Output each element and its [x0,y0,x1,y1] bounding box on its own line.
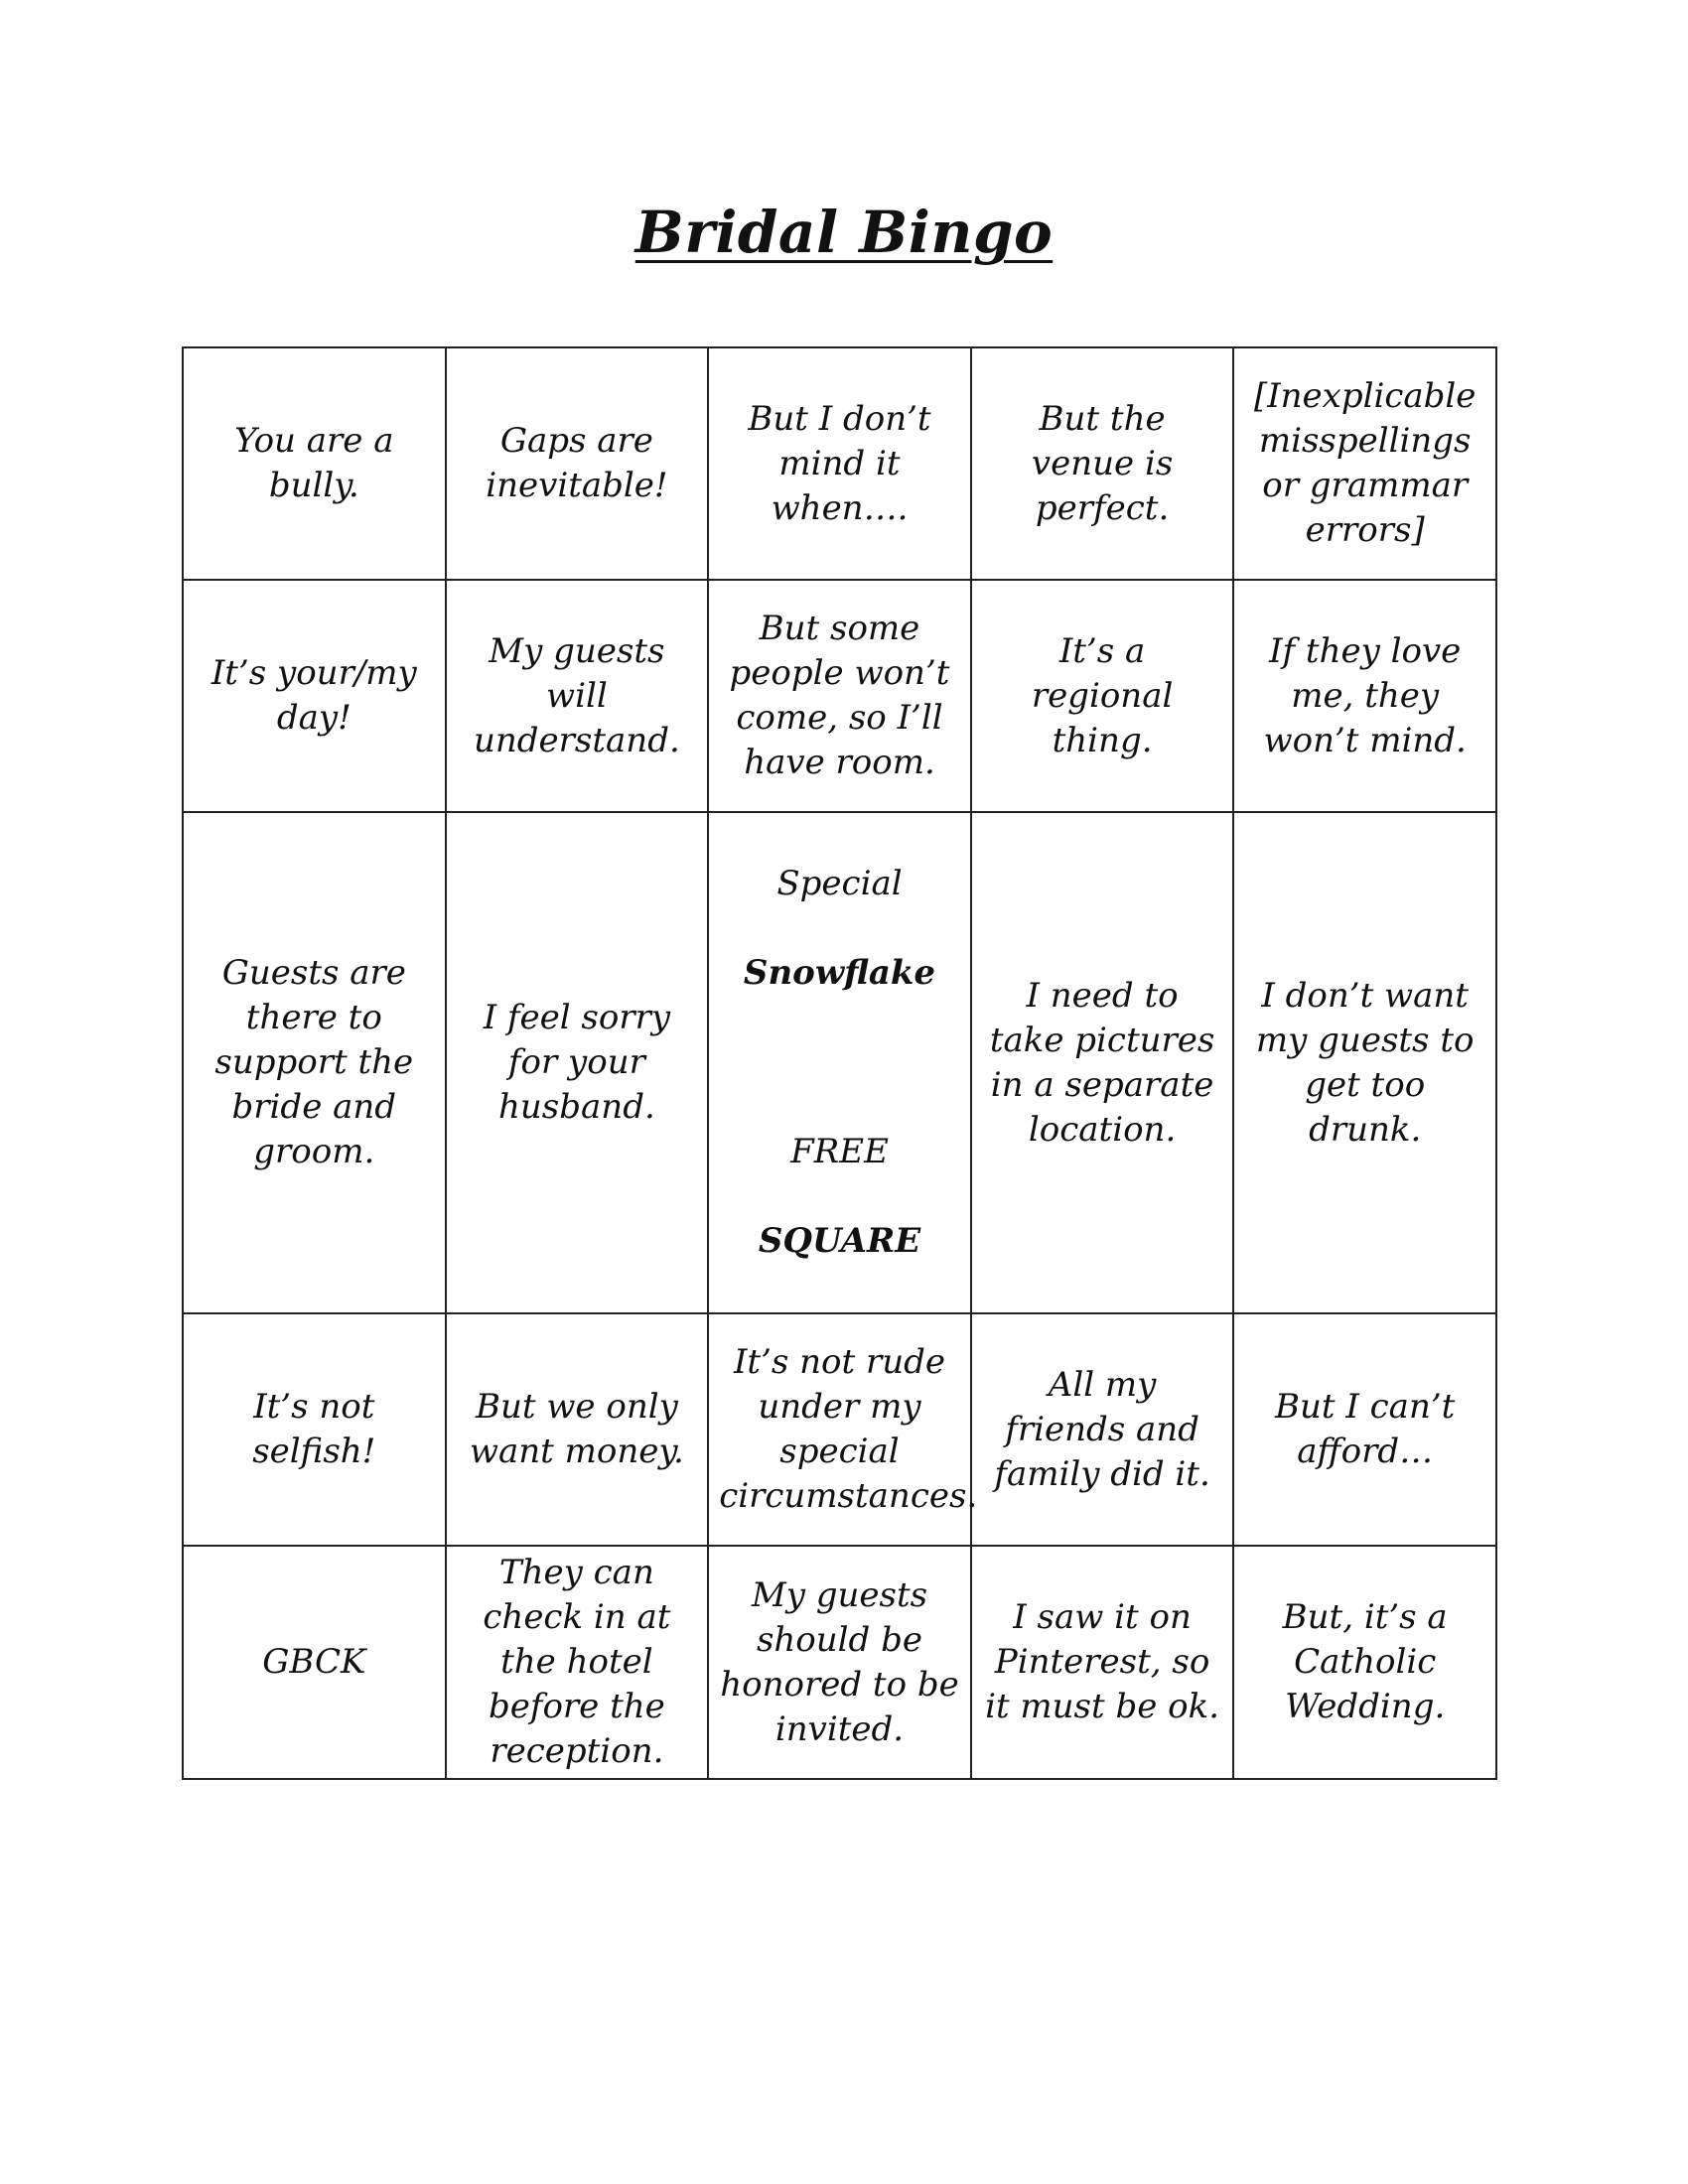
free-square-square: SQUARE [758,1221,921,1261]
bingo-row [183,580,1496,812]
bingo-cell: But we only want money. [446,1313,709,1546]
bingo-cell: Gaps are inevitable! [446,347,709,580]
bingo-cell: I saw it on Pinterest, so it must be ok. [971,1546,1234,1779]
bingo-cell: But I can’t afford… [1233,1313,1496,1546]
bingo-cell: But, it’s a Catholic Wedding. [1233,1546,1496,1779]
bingo-row [183,1313,1496,1546]
bingo-cell: It’s your/my day! [183,580,446,812]
bingo-cell: They can check in at the hotel before the reception. [446,1546,709,1779]
bingo-cell: I don’t want my guests to get too drunk. [1233,812,1496,1313]
bingo-cell: But the venue is perfect. [971,347,1234,580]
bingo-row [183,812,1496,1313]
free-square-spacer [719,1040,960,1085]
bingo-cell: [Inexplicable misspellings or grammar errors] [1233,347,1496,580]
bingo-cell: It’s not rude under my special circumstances. [708,1313,971,1546]
bingo-cell: But some people won’t come, so I’ll have room. [708,580,971,812]
bingo-cell: My guests will understand. [446,580,709,812]
free-square-snowflake: Snowflake [743,953,936,993]
bingo-cell: I need to take pictures in a separate location. [971,812,1234,1313]
bingo-cell: It’s a regional thing. [971,580,1234,812]
bingo-cell: All my friends and family did it. [971,1313,1234,1546]
free-square-line: Special [776,864,903,903]
page-title: Bridal Bingo [634,199,1054,266]
bingo-cell: It’s not selfish! [183,1313,446,1546]
bingo-cell: I feel sorry for your husband. [446,812,709,1313]
bingo-board [182,346,1497,1780]
bingo-row [183,347,1496,580]
bingo-row [183,1546,1496,1779]
bingo-cell: If they love me, they won’t mind. [1233,580,1496,812]
bingo-cell: But I don’t mind it when…. [708,347,971,580]
bingo-cell: Guests are there to support the bride and groom. [183,812,446,1313]
bingo-cell: You are a bully. [183,347,446,580]
bingo-cell: My guests should be honored to be invited. [708,1546,971,1779]
free-square-free: FREE [790,1132,889,1171]
free-square-cell [708,812,971,1313]
bingo-cell: GBCK [183,1546,446,1779]
